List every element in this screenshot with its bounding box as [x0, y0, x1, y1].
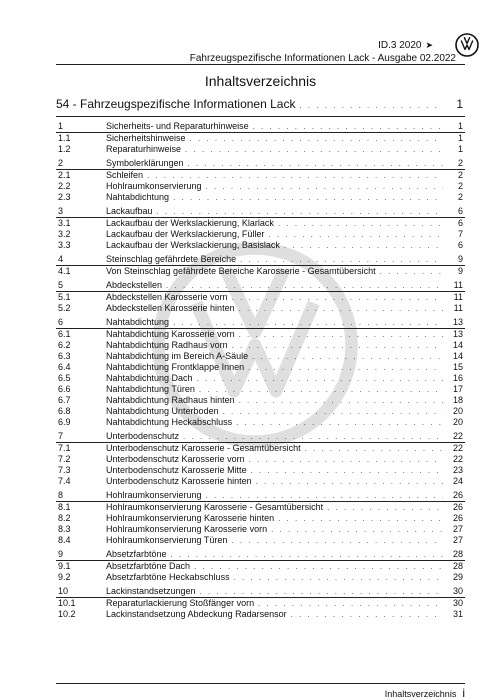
toc-entry[interactable]	[56, 561, 465, 572]
dot-leader	[147, 171, 443, 180]
dot-leader	[305, 444, 443, 453]
toc-page-number: 24	[452, 476, 463, 486]
toc-page-number: 1	[457, 133, 463, 143]
toc-entry[interactable]	[56, 572, 465, 583]
toc-page-number: 9	[457, 266, 463, 276]
dot-leader	[284, 241, 443, 250]
dot-leader	[278, 219, 443, 228]
toc-number: 6.5	[58, 373, 71, 383]
toc-entry[interactable]	[56, 362, 465, 373]
toc-number: 6.7	[58, 395, 71, 405]
toc-number: 6.9	[58, 417, 71, 427]
toc-label: Absetzfarbtöne Dach	[106, 561, 191, 571]
toc-label: Nahtabdichtung Radhaus vorn	[106, 340, 228, 350]
dot-leader	[173, 318, 443, 327]
toc-label: Nahtabdichtung	[106, 317, 170, 327]
toc-page-number: 26	[452, 490, 463, 500]
toc-page-number: 16	[452, 373, 463, 383]
toc-number: 8.3	[58, 524, 71, 534]
toc-label: Lackaufbau der Werkslackierung, Füller	[106, 229, 265, 239]
toc-label: Nahtabdichtung Frontklappe Innen	[106, 362, 245, 372]
toc-entry[interactable]	[56, 170, 465, 181]
toc-page-number: 11	[453, 292, 463, 302]
dot-leader	[197, 374, 443, 383]
toc-number: 6.2	[58, 340, 71, 350]
dot-leader	[240, 255, 443, 264]
toc-entry[interactable]	[56, 340, 465, 351]
toc-number: 6	[58, 317, 64, 327]
dot-leader	[206, 182, 443, 191]
dot-leader	[251, 466, 443, 475]
toc-section[interactable]	[56, 431, 465, 443]
toc-number: 3.2	[58, 229, 71, 239]
toc-label: Sicherheitshinweise	[106, 133, 186, 143]
toc-page-number: 2	[457, 181, 463, 191]
toc-page-number: 26	[452, 513, 463, 523]
dot-leader	[200, 587, 443, 596]
dot-leader	[248, 363, 443, 372]
dot-leader	[258, 599, 443, 608]
toc-page-number: 2	[457, 192, 463, 202]
toc-page-number: 27	[452, 524, 463, 534]
toc-page-number: 22	[452, 431, 463, 441]
footer-page-number: i	[462, 686, 465, 700]
header-subtitle: Fahrzeugspezifische Informationen Lack - Ausgabe 02.2022	[189, 53, 456, 64]
toc-page-number: 11	[453, 280, 463, 290]
dot-leader	[157, 207, 443, 216]
dot-leader	[236, 418, 443, 427]
footer-label: Inhaltsverzeichnis	[384, 689, 457, 699]
toc-entry[interactable]	[56, 133, 465, 144]
dot-leader	[239, 396, 443, 405]
toc-entry[interactable]	[56, 609, 465, 620]
toc-section[interactable]	[56, 317, 465, 329]
toc-page-number: 23	[452, 465, 463, 475]
toc-page-number: 20	[452, 417, 463, 427]
toc-label: Lackaufbau der Werkslackierung, Basislack	[106, 240, 280, 250]
toc-number: 8.4	[58, 535, 71, 545]
toc-page-number: 29	[452, 572, 463, 582]
dot-leader	[190, 134, 443, 143]
toc-number: 4.1	[58, 266, 71, 276]
dot-leader	[173, 193, 443, 202]
toc-page-number: 1	[457, 144, 463, 154]
toc-label: Unterbodenschutz Karosserie - Gesamtübersicht	[106, 443, 301, 453]
toc-page-number: 13	[452, 317, 463, 327]
toc-number: 10.1	[58, 598, 76, 608]
toc-label: Lackinstandsetzung Abdeckung Radarsensor	[106, 609, 287, 619]
toc-section[interactable]	[56, 586, 465, 598]
toc-entry[interactable]	[56, 443, 465, 454]
toc-label: Reparaturhinweise	[106, 144, 182, 154]
dot-leader	[185, 145, 443, 154]
dot-leader	[194, 562, 443, 571]
toc-entry[interactable]	[56, 524, 465, 535]
toc-page-number: 22	[452, 454, 463, 464]
toc-page-number: 11	[453, 303, 463, 313]
vw-logo-icon	[455, 33, 479, 57]
dot-leader	[380, 267, 443, 276]
dot-leader	[291, 610, 443, 619]
toc-number: 1.1	[58, 133, 71, 143]
dot-leader	[232, 293, 443, 302]
toc-entry[interactable]	[56, 373, 465, 384]
toc-entry[interactable]	[56, 395, 465, 406]
toc-number: 7.1	[58, 443, 71, 453]
toc-page-number: 6	[457, 218, 463, 228]
toc-section[interactable]	[56, 158, 465, 170]
toc-label: Unterbodenschutz	[106, 431, 180, 441]
toc-page-number: 2	[457, 158, 463, 168]
header-model-text: ID.3 2020	[378, 40, 422, 51]
toc-label: Hohlraumkonservierung	[106, 490, 202, 500]
toc-number: 7.2	[58, 454, 71, 464]
toc-number: 6.4	[58, 362, 71, 372]
toc-number: 9.2	[58, 572, 71, 582]
toc-label: Hohlraumkonservierung Karosserie hinten	[106, 513, 275, 523]
toc-entry[interactable]	[56, 218, 465, 229]
toc-label: Hohlraumkonservierung Karosserie vorn	[106, 524, 268, 534]
toc-entry[interactable]	[56, 292, 465, 303]
toc-label: Hohlraumkonservierung Türen	[106, 535, 228, 545]
dot-leader	[253, 122, 443, 131]
dot-leader	[206, 491, 443, 500]
toc-entry[interactable]	[56, 513, 465, 524]
toc-page-number: 26	[452, 502, 463, 512]
toc-entry[interactable]	[56, 181, 465, 192]
toc-number: 6.8	[58, 406, 71, 416]
toc-number: 4	[58, 254, 64, 264]
toc-label: Abdeckstellen Karosserie hinten	[106, 303, 235, 313]
toc-label: Nahtabdichtung im Bereich A-Säule	[106, 351, 249, 361]
toc-label: Nahtabdichtung	[106, 192, 170, 202]
dot-leader	[183, 432, 443, 441]
toc-label: Unterbodenschutz Karosserie hinten	[106, 476, 252, 486]
dot-leader	[239, 304, 443, 313]
toc-page-number: 14	[452, 340, 463, 350]
toc-page-number: 13	[452, 329, 463, 339]
toc-number: 7	[58, 431, 64, 441]
toc-label: Absetzfarbtöne Heckabschluss	[106, 572, 230, 582]
toc-entry[interactable]	[56, 144, 465, 155]
toc-label: Nahtabdichtung Unterboden	[106, 406, 219, 416]
toc-section[interactable]	[56, 206, 465, 218]
dot-leader	[256, 477, 443, 486]
toc-label: Lackaufbau	[106, 206, 153, 216]
toc-number: 1.2	[58, 144, 71, 154]
toc-entry[interactable]	[56, 329, 465, 340]
dot-leader	[188, 159, 443, 168]
toc-number: 2.3	[58, 192, 71, 202]
toc-page-number: 2	[457, 170, 463, 180]
header-rule	[56, 64, 465, 65]
dot-leader	[166, 281, 443, 290]
toc-label: Nahtabdichtung Radhaus hinten	[106, 395, 235, 405]
toc-page-number: 30	[452, 586, 463, 596]
dot-leader	[199, 385, 443, 394]
toc-label: Abdeckstellen	[106, 280, 163, 290]
toc-label: Nahtabdichtung Türen	[106, 384, 195, 394]
footer-rule	[56, 683, 465, 684]
toc-entry[interactable]	[56, 417, 465, 428]
toc-chapter[interactable]	[56, 97, 465, 117]
toc-page-number: 6	[457, 206, 463, 216]
header-model	[378, 40, 433, 51]
toc-label: Unterbodenschutz Karosserie Mitte	[106, 465, 247, 475]
dot-leader	[268, 230, 443, 239]
toc-page-number: 18	[452, 395, 463, 405]
toc-label: Von Steinschlag gefährdete Bereiche Karosserie - Gesamtübersicht	[106, 266, 376, 276]
toc-number: 3.3	[58, 240, 71, 250]
toc-number: 6.1	[58, 329, 71, 339]
toc-label: Abdeckstellen Karosserie vorn	[106, 292, 228, 302]
toc-entry[interactable]	[56, 454, 465, 465]
dot-leader	[249, 455, 443, 464]
chapter-page: 1	[456, 97, 463, 111]
toc-entry[interactable]	[56, 476, 465, 487]
toc-number: 2	[58, 158, 64, 168]
toc-number: 6.3	[58, 351, 71, 361]
arrow-right-icon: ➤	[425, 40, 433, 50]
toc-entry[interactable]	[56, 240, 465, 251]
toc-entry[interactable]	[56, 192, 465, 203]
toc-number: 10	[58, 586, 69, 596]
page-title: Inhaltsverzeichnis	[204, 73, 317, 89]
toc-number: 2.1	[58, 170, 71, 180]
toc-page-number: 17	[452, 384, 463, 394]
toc-page-number: 9	[457, 254, 463, 264]
toc-number: 8	[58, 490, 64, 500]
page-footer	[385, 686, 465, 700]
toc-section[interactable]	[56, 490, 465, 502]
toc-entry[interactable]	[56, 303, 465, 314]
toc-entry[interactable]	[56, 384, 465, 395]
toc-label: Steinschlag gefährdete Bereiche	[106, 254, 237, 264]
toc-label: Symbolerklärungen	[106, 158, 184, 168]
toc-number: 2.2	[58, 181, 71, 191]
toc-label: Hohlraumkonservierung Karosserie - Gesamtübersicht	[106, 502, 324, 512]
toc-entry[interactable]	[56, 465, 465, 476]
toc-page-number: 6	[457, 240, 463, 250]
toc-entry[interactable]	[56, 598, 465, 609]
dot-leader	[234, 573, 443, 582]
dot-leader	[171, 550, 443, 559]
toc-label: Unterbodenschutz Karosserie vorn	[106, 454, 245, 464]
toc-page-number: 20	[452, 406, 463, 416]
toc-page-number: 27	[452, 535, 463, 545]
toc-label: Nahtabdichtung Karosserie vorn	[106, 329, 235, 339]
toc-label: Reparaturlackierung Stoßfänger vorn	[106, 598, 255, 608]
toc-number: 5.2	[58, 303, 71, 313]
toc-entry[interactable]	[56, 351, 465, 362]
toc-page-number: 22	[452, 443, 463, 453]
toc-number: 6.6	[58, 384, 71, 394]
toc-label: Sicherheits- und Reparaturhinweise	[106, 121, 249, 131]
toc-page-number: 14	[452, 351, 463, 361]
toc-entry[interactable]	[56, 535, 465, 546]
toc-section[interactable]	[56, 549, 465, 561]
toc-label: Nahtabdichtung Dach	[106, 373, 193, 383]
dot-leader	[239, 330, 443, 339]
chapter-label: 54 - Fahrzeugspezifische Informationen Lack	[56, 97, 296, 111]
toc-number: 8.2	[58, 513, 71, 523]
toc-sections	[56, 121, 465, 620]
toc-page-number: 31	[452, 609, 463, 619]
toc-page-number: 28	[452, 561, 463, 571]
toc-number: 9.1	[58, 561, 71, 571]
dot-leader	[299, 101, 443, 110]
toc-label: Lackaufbau der Werkslackierung, Klarlack	[106, 218, 274, 228]
dot-leader	[223, 407, 443, 416]
toc-label: Hohlraumkonservierung	[106, 181, 202, 191]
toc-number: 5	[58, 280, 64, 290]
toc-page-number: 30	[452, 598, 463, 608]
toc-label: Nahtabdichtung Heckabschluss	[106, 417, 233, 427]
toc-number: 7.4	[58, 476, 71, 486]
toc-number: 1	[58, 121, 64, 131]
page-header	[0, 0, 495, 62]
toc-number: 10.2	[58, 609, 76, 619]
toc-label: Lackinstandsetzungen	[106, 586, 196, 596]
dot-leader	[252, 352, 443, 361]
toc-entry[interactable]	[56, 502, 465, 513]
toc-section[interactable]	[56, 254, 465, 266]
toc-number: 3.1	[58, 218, 71, 228]
dot-leader	[232, 341, 443, 350]
toc-number: 8.1	[58, 502, 71, 512]
dot-leader	[278, 514, 443, 523]
toc-entry[interactable]	[56, 229, 465, 240]
dot-leader	[327, 503, 443, 512]
toc-label: Absetzfarbtöne	[106, 549, 167, 559]
dot-leader	[231, 536, 443, 545]
toc-page-number: 1	[457, 121, 463, 131]
toc-entry[interactable]	[56, 266, 465, 277]
toc-page-number: 7	[457, 229, 463, 239]
toc-page-number: 15	[452, 362, 463, 372]
dot-leader	[271, 525, 443, 534]
toc-entry[interactable]	[56, 406, 465, 417]
toc-section[interactable]	[56, 280, 465, 292]
toc-number: 5.1	[58, 292, 71, 302]
toc-page-number: 28	[452, 549, 463, 559]
toc-number: 3	[58, 206, 64, 216]
toc-label: Schleifen	[106, 170, 144, 180]
toc-section[interactable]	[56, 121, 465, 133]
toc-number: 7.3	[58, 465, 71, 475]
table-of-contents	[56, 97, 465, 620]
toc-number: 9	[58, 549, 64, 559]
